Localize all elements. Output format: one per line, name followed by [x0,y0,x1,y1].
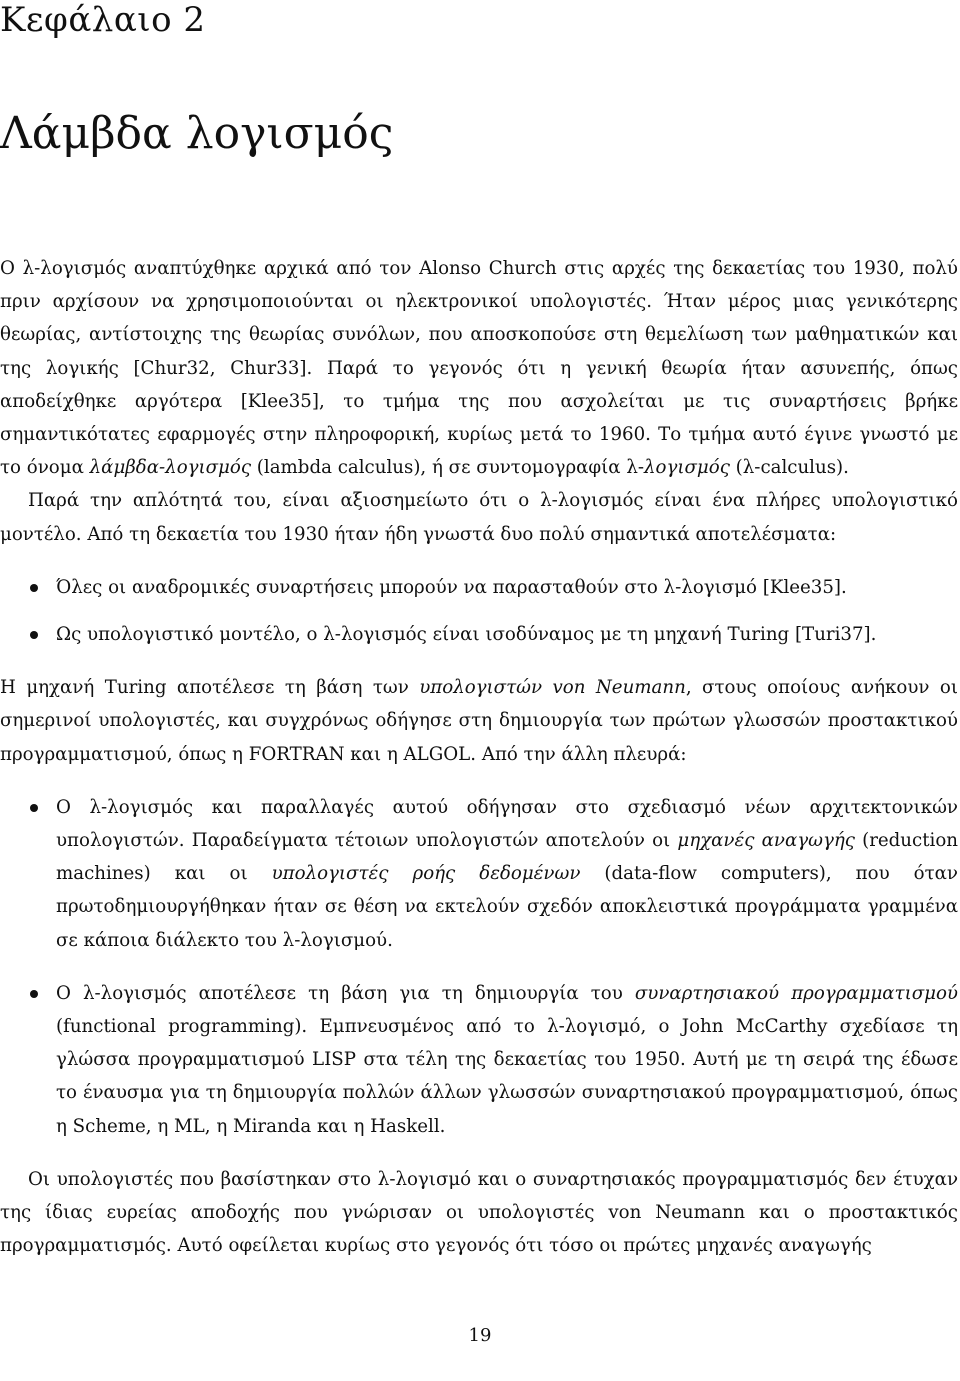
list-item [0,571,958,604]
emphasis-term: μηχανές αναγωγής [677,830,855,852]
turing-text-part: Η μηχανή Turing αποτέλεσε τη βάση των [0,677,420,699]
list-item [0,618,958,651]
emphasis-term: υπολογιστές ροής δεδομένων [271,863,581,885]
intro-paragraph [0,252,958,484]
emphasis-term: λογισμός [644,457,730,479]
bullet-icon [30,631,38,639]
list-item-text: (reduction machines) και οι [56,830,958,885]
intro-text-part: (λ-calculus). [729,457,849,479]
list-item [0,791,958,957]
intro-text-part: Ο λ-λογισμός αναπτύχθηκε αρχικά από τον Alonso Church στις αρχές της δεκαετίας του 1930, πολύ πριν αρχίσουν να χρησιμοποιούνται οι ηλεκτρονικοί υπολογιστές. Ήταν μέρος μιας γενικότερης θεωρίας, αντίστοιχης της θεωρίας συνόλων, που αποσκοπούσε στη θεμελίωση των μαθηματικών και της λογικής [Chur32, Chur33]. Παρά το γεγονός ότι η γενική θεωρία ήταν ασυνεπής, όπως αποδείχθηκε αργότερα [Klee35], το τμήμα της που ασχολείται με τις συναρτήσεις βρήκε σημαντικότατες εφαρμογές στην πληροφορική, κυρίως μετά το 1960. Το τμήμα αυτό έγινε γνωστό με το όνομα [0,258,958,479]
list-item-text: Όλες οι αναδρομικές συναρτήσεις μπορούν να παρασταθούν στο λ-λογισμό [Klee35]. [56,576,847,598]
chapter-label: Κεφάλαιο 2 [0,0,206,40]
list-item-text: Ως υπολογιστικό μοντέλο, ο λ-λογισμός είναι ισοδύναμος με τη μηχανή Turing [Turi37]. [56,624,877,646]
bullet-icon [30,584,38,592]
chapter-title: Λάμβδα λογισμός [0,108,394,159]
emphasis-term: συναρτησιακού προγραμματισμού [634,982,958,1004]
turing-paragraph [0,671,958,771]
list-item-text: (functional programming). Εμπνευσμένος από το λ-λογισμό, ο John McCarthy σχεδίασε τη γλώσσα προγραμματισμού LISP στα τέλη της δεκαετίας του 1950. Αυτή με τη σειρά της έδωσε το έναυσμα για τη δημιουργία πολλών άλλων γλωσσών συναρτησιακού προγραμματισμού, όπως η Scheme, η ML, η Miranda και η Haskell. [56,1016,958,1137]
bullet-icon [30,804,38,812]
spacer [0,1143,958,1163]
bullet-icon [30,990,38,998]
spacer [0,771,958,791]
list-item-text: (data-flow computers), που όταν πρωτοδημιουργήθηκαν ήταν σε θέση να εκτελούν σχεδόν αποκλειστικά προγράμματα γραμμένα σε κάποια διάλεκτο του λ-λογισμού. [56,863,958,951]
influence-list [0,791,958,1143]
list-item-text: Ο λ-λογισμός και παραλλαγές αυτού οδήγησαν στο σχεδιασμό νέων αρχιτεκτονικών υπολογιστών. Παραδείγματα τέτοιων υπολογιστών αποτελούν οι [56,796,958,852]
spacer [0,551,958,571]
completeness-paragraph: Παρά την απλότητά του, είναι αξιοσημείωτο ότι ο λ-λογισμός είναι ένα πλήρες υπολογιστικό μοντέλο. Από τη δεκαετία του 1930 ήταν ήδη γνωστά δυο πολύ σημαντικά αποτελέσματα: [0,490,958,545]
emphasis-term: λάμβδα-λογισμός [89,457,252,479]
spacer [0,651,958,671]
intro-text-part: (lambda calculus), ή σε συντομογραφία λ- [251,457,645,479]
emphasis-term: υπολογιστών von Neumann [419,677,686,699]
list-item-text: Ο λ-λογισμός αποτέλεσε τη βάση για τη δημιουργία του [56,982,635,1004]
closing-paragraph: Οι υπολογιστές που βασίστηκαν στο λ-λογισμό και ο συναρτησιακός προγραμματισμός δεν έτυχαν της ίδιας ευρείας αποδοχής που γνώρισαν οι υπολογιστές von Neumann και ο προστακτικός προγραμματισμός. Αυτό οφείλεται κυρίως στο γεγονός ότι τόσο οι πρώτες μηχανές αναγωγής [0,1168,958,1257]
turing-text-part: , στους οποίους ανήκουν οι σημερινοί υπολογιστές, και συγχρόνως οδήγησε στη δημιουργία των πρώτων γλωσσών προστακτικού προγραμματισμού, όπως η FORTRAN και η ALGOL. Από την άλλη πλευρά: [0,677,959,765]
list-item [0,977,958,1143]
page-number: 19 [468,1325,492,1346]
results-list [0,571,958,651]
body-text [0,252,958,1262]
